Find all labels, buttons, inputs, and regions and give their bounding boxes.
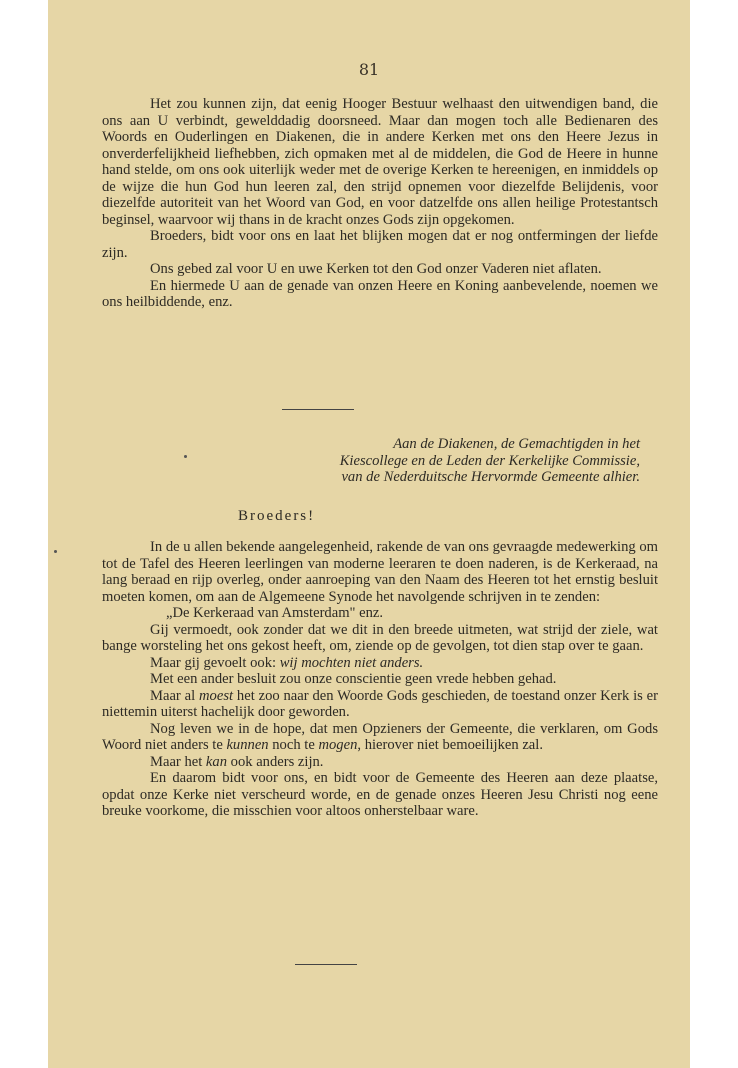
emphasis: kan (205, 753, 227, 770)
text-run: ook anders zijn. (227, 753, 324, 770)
letter-one-body (102, 96, 658, 311)
text-run: Maar al (150, 687, 200, 704)
paragraph: Gij vermoedt, ook zonder dat we dit in den breede uitmeten, wat strijd der ziele, wat bange worsteling het ons gekost heeft, om, ziende op de gevolgen, tot dien stap over te gaan. (102, 621, 658, 654)
emphasis: kunnen (226, 737, 269, 753)
address-line: Kiescollege en de Leden der Kerkelijke Commissie, (339, 452, 640, 469)
letter-two-address (220, 436, 640, 486)
text-run: Nog leven we in de hope, dat men Opzieners der Gemeente, die verklaren, om Gods Woord niet anders te (102, 720, 658, 753)
paragraph: En hiermede U aan de genade van onzen Heere en Koning aanbevelende, noemen we ons heilbiddende, enz. (102, 277, 658, 310)
emphasis: wij mochten niet anders. (279, 654, 424, 671)
emphasis: mogen (318, 737, 358, 753)
address-line: Aan de Diakenen, de Gemachtigden in het (393, 436, 640, 452)
paragraph (102, 688, 658, 721)
paragraph (102, 655, 658, 672)
emphasis: moest (199, 687, 234, 704)
text-run: Maar het (150, 753, 206, 770)
paragraph (102, 721, 658, 754)
paragraph: Het zou kunnen zijn, dat eenig Hooger Bestuur welhaast den uitwendigen band, die ons aan U verbindt, gewelddadig doorsneed. Maar dan mogen toch alle Bedienaren des Woords en Ouderlingen en Diakenen, die in andere Kerken met ons den Heere Jezus in onverderfelijkheid liefhebben, zich opmaken met al de middelen, die God de Heere in hunne hand stelde, om ons ook uiterlijk weder met de overige Kerken te hereenigen, en inmiddels op de wijze die hun God hun leeren zal, den strijd opnemen voor diezelfde Belijdenis, voor diezelfde autoriteit van het Woord van God, en voor datzelfde ons allen heilige Protestantsch beginsel, waarvoor wij thans in de kracht onzes Gods zijn opgekomen. (102, 96, 658, 228)
address-line: van de Nederduitsche Hervormde Gemeente alhier. (341, 469, 640, 485)
paragraph: In de u allen bekende aangelegenheid, rakende de van ons gevraagde medewerking om tot de Tafel des Heeren leerlingen van moderne leeraren te doen naderen, is de Kerkeraad, na lang beraad en rijp overleg, onder aanroeping van den Naam des Heeren tot het ernstig besluit moeten komen, om aan de Algemeene Synode het navolgende schrijven in te zenden: (102, 539, 658, 605)
text-run: het zoo naar den Woorde Gods geschieden, de toestand onzer Kerk is er niettemin uiterst hachelijk door geworden. (102, 687, 659, 720)
paragraph: Met een ander besluit zou onze conscientie geen vrede hebben gehad. (150, 671, 557, 687)
paragraph: Ons gebed zal voor U en uwe Kerken tot den God onzer Vaderen niet aflaten. (150, 261, 602, 277)
letter-two-body (102, 539, 658, 820)
book-page (48, 0, 690, 1068)
quoted-line: „De Kerkeraad van Amsterdam" enz. (166, 605, 384, 621)
section-divider (282, 409, 354, 410)
paper-speck (184, 455, 187, 458)
paper-speck (54, 550, 57, 553)
text-run: , hierover niet bemoeilijken zal. (357, 737, 543, 753)
paragraph: Broeders, bidt voor ons en laat het blijken mogen dat er nog ontfermingen der liefde zijn. (102, 228, 658, 261)
text-run: noch te (268, 737, 319, 753)
page-number: 81 (358, 60, 380, 79)
text-run: Maar gij gevoelt ook: (150, 654, 280, 671)
section-divider (295, 964, 357, 965)
paragraph (102, 754, 658, 771)
salutation: Broeders! (238, 508, 316, 524)
paragraph: En daarom bidt voor ons, en bidt voor de Gemeente des Heeren aan deze plaatse, opdat onze Kerke niet verscheurd worde, en de genade onzes Heeren Jesu Christi nog eene breuke voorkome, die misschien voor altoos onherstelbaar ware. (102, 770, 658, 819)
